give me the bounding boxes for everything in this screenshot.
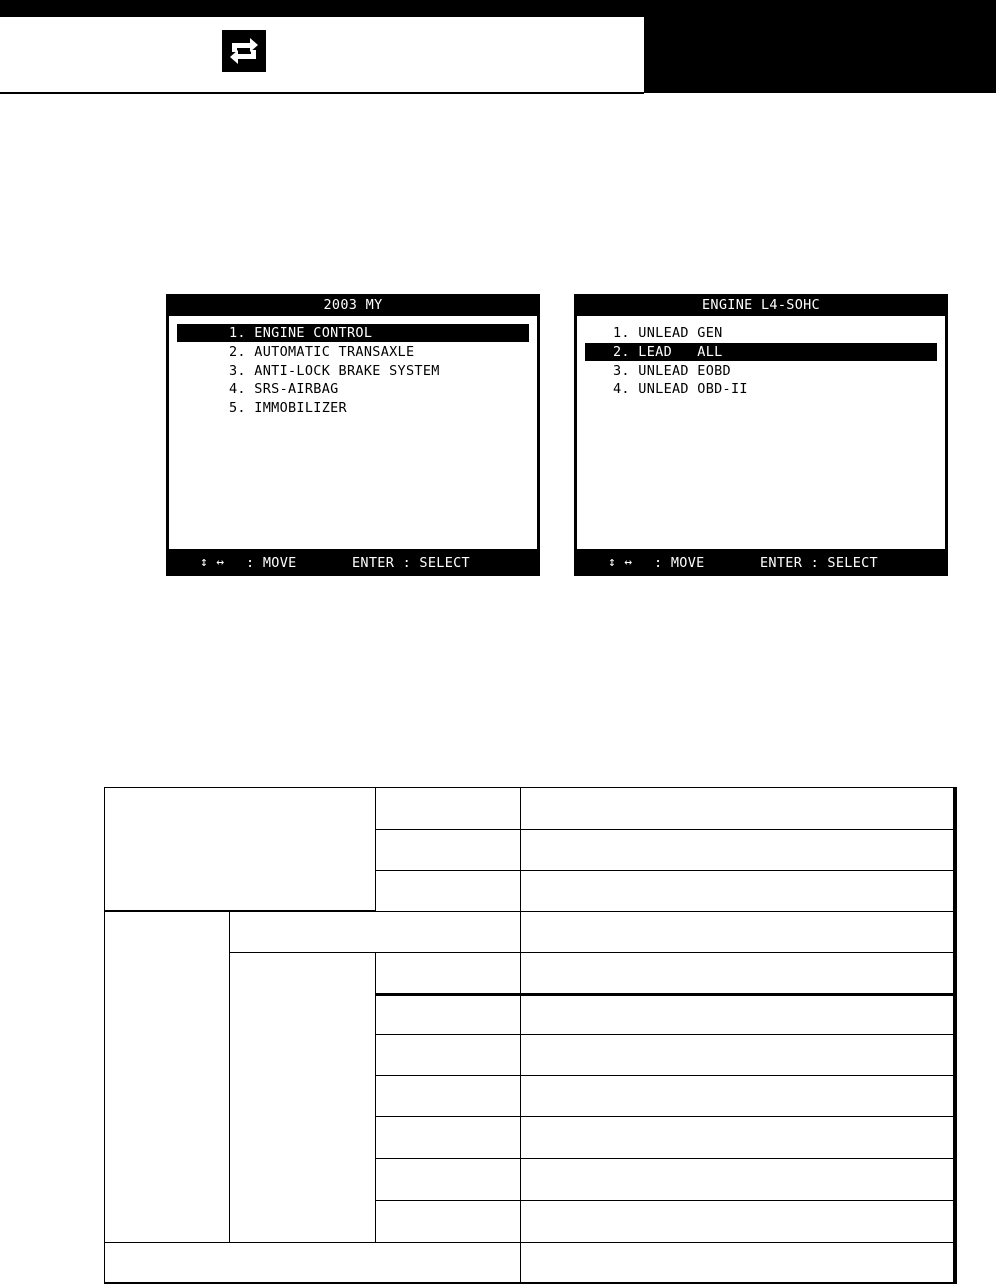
- screen-title: ENGINE L4-SOHC: [702, 297, 820, 313]
- menu-item-immobilizer[interactable]: 5. IMMOBILIZER: [229, 400, 347, 416]
- table-cell: [520, 1034, 957, 1076]
- table-cell: [520, 1075, 957, 1117]
- table-cell: [375, 829, 521, 871]
- footer-move-label: : MOVE: [246, 555, 297, 571]
- header-title-area: [0, 17, 644, 92]
- table-cell: [375, 1116, 521, 1159]
- scan-screen-vehicle-system: [166, 294, 540, 576]
- header-rule: [0, 92, 644, 94]
- header-top-bar: [0, 0, 996, 17]
- screen-menu: [169, 316, 537, 549]
- table-cell: [520, 911, 957, 953]
- table-cell: [520, 1200, 957, 1243]
- screen-footer: [574, 552, 948, 574]
- table-cell: [520, 829, 957, 871]
- table-cell: [375, 1075, 521, 1117]
- table-cell: [104, 787, 376, 911]
- table-cell: [229, 911, 521, 953]
- table-cell: [375, 1158, 521, 1201]
- scan-screen-engine-type: [574, 294, 948, 576]
- table-cell: [520, 870, 957, 912]
- table-cell: [375, 870, 521, 912]
- menu-item-engine-control[interactable]: 1. ENGINE CONTROL: [177, 324, 529, 342]
- navigation-arrows-icon: ↕ ↔: [200, 555, 225, 570]
- menu-item-unlead-gen[interactable]: 1. UNLEAD GEN: [613, 325, 723, 341]
- menu-item-srs-airbag[interactable]: 4. SRS-AIRBAG: [229, 381, 339, 397]
- footer-select-label: ENTER : SELECT: [352, 555, 470, 571]
- footer-select-label: ENTER : SELECT: [760, 555, 878, 571]
- table-cell: [229, 952, 376, 1243]
- table-border-right: [953, 787, 956, 1284]
- table-cell: [104, 1242, 521, 1284]
- table-cell: [520, 1242, 957, 1284]
- table-cell: [520, 787, 957, 830]
- table-cell: [520, 1116, 957, 1159]
- table-border-bottom: [104, 1282, 956, 1284]
- table-cell: [375, 787, 521, 830]
- footer-move-label: : MOVE: [654, 555, 705, 571]
- menu-item-lead-all[interactable]: 2. LEAD ALL: [585, 343, 937, 361]
- table-cell: [375, 952, 521, 994]
- table-cell: [104, 911, 230, 1243]
- screen-footer: [166, 552, 540, 574]
- navigation-arrows-icon: ↕ ↔: [608, 555, 633, 570]
- table-cell: [520, 952, 957, 994]
- menu-item-anti-lock-brake-system[interactable]: 3. ANTI-LOCK BRAKE SYSTEM: [229, 363, 440, 379]
- table-cell: [375, 993, 521, 1035]
- screen-title: 2003 MY: [323, 297, 383, 313]
- spec-table: [104, 787, 957, 1284]
- screen-menu: [577, 316, 945, 549]
- table-cell: [375, 1034, 521, 1076]
- table-cell: [520, 1158, 957, 1201]
- table-cell: [520, 993, 957, 1035]
- header-right-block: [644, 17, 996, 93]
- table-cell: [375, 1200, 521, 1243]
- menu-item-unlead-obd-ii[interactable]: 4. UNLEAD OBD-II: [613, 381, 748, 397]
- sync-arrows-icon: [222, 30, 266, 72]
- menu-item-unlead-eobd[interactable]: 3. UNLEAD EOBD: [613, 363, 731, 379]
- menu-item-automatic-transaxle[interactable]: 2. AUTOMATIC TRANSAXLE: [229, 344, 415, 360]
